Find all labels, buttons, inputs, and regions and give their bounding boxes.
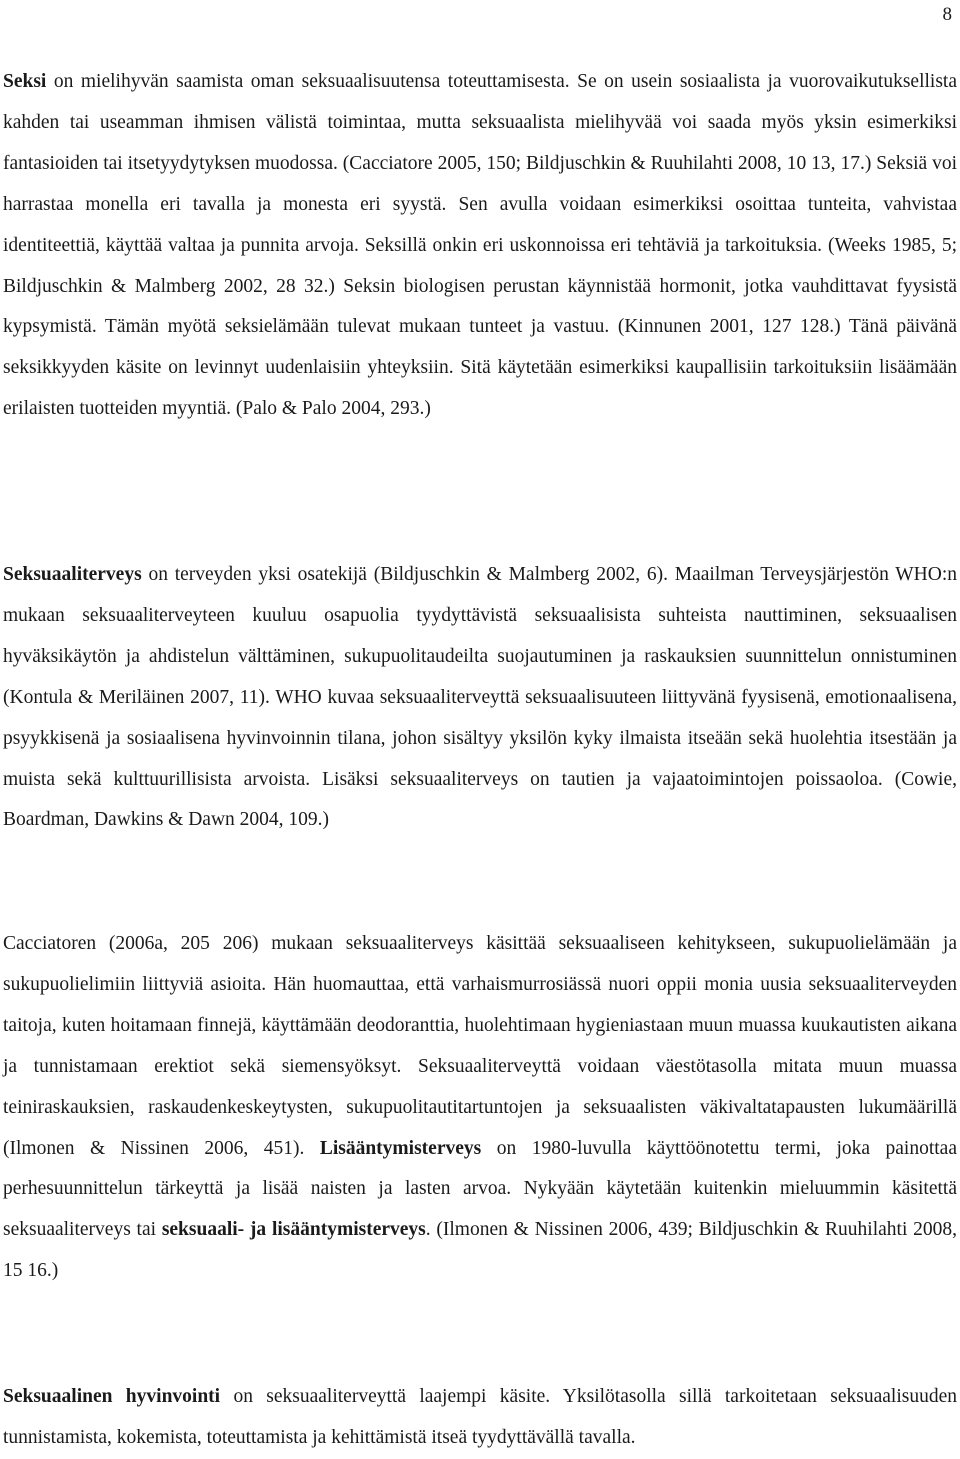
paragraph-seksi [3,62,957,430]
term-seksuaali-ja-lisaantymisterveys: seksuaali- ja lisääntymisterveys [161,1219,426,1241]
term-seksuaalinen-hyvinvointi: Seksuaalinen hyvinvointi [3,1386,221,1407]
paragraph-cacciatore [3,924,957,1292]
paragraph-text: on terveyden yksi osatekijä (Bildjuschkin & Malmberg 2002, 6). Maailman Terveysjärjestön WHO:n mukaan seksuaaliterveyteen kuuluu osapuolia tyydyttävistä seksuaalisista suhteista nauttiminen, seksuaalisen hyväksikäytön ja ahdistelun välttäminen, sukupuolitaudeilta suojautuminen ja raskauksien suunnittelun onnistuminen (Kontula & Meriläinen 2007, 11). WHO kuvaa seksuaaliterveyttä seksuaalisuuteen liittyvänä fyysisenä, emotionaalisena, psyykkisenä ja sosiaalisena hyvinvoinnin tilana, johon sisältyy yksilön kyky ilmaista itseään sekä huolehtia itsestään ja muista sekä kulttuurillisista arvoista. Lisäksi seksuaaliterveys on tautien ja vajaatoimintojen poissaoloa. (Cowie, Boardman, Dawkins & Dawn 2004, 109.) [3,564,957,831]
paragraph-text: . (Ilmonen & Nissinen 2006, 439; Bildjuschkin & Ruuhilahti 2008, 15 16.) [3,1219,957,1282]
paragraph-seksuaalinen-hyvinvointi [3,1377,957,1459]
paragraph-text: Cacciatoren (2006a, 205 206) mukaan seksuaaliterveys käsittää seksuaaliseen kehitykseen, sukupuolielämään ja sukupuolielimiin liittyviä asioita. Hän huomauttaa, että varhaismurrosiässä nuori oppii monia uusia seksuaaliterveyden taitoja, kuten hoitamaan finnejä, käyttämään deodoranttia, huolehtimaan hygieniastaan muun muassa kuukautisten aikana ja tunnistamaan erektiot sekä siemensyöksyt. Seksuaaliterveyttä voidaan väestötasolla mitata muun muassa teiniraskauksien, raskaudenkeskeytysten, sukupuolitautitartuntojen ja seksuaalisten väkivaltatapausten lukumäärillä (Ilmonen & Nissinen 2006, 451). [3,933,957,1159]
term-lisaantymisterveys: Lisääntymisterveys [319,1137,482,1159]
paragraph-text: on mielihyvän saamista oman seksuaalisuutensa toteuttamisesta. Se on usein sosiaalista ja vuorovaikutuksellista kahden tai useamman ihmisen välistä toimintaa, mutta seksuaalista mielihyvää voi saada myös yksin esimerkiksi fantasioiden tai itsetyydytyksen muodossa. (Cacciatore 2005, 150; Bildjuschkin & Ruuhilahti 2008, 10 13, 17.) Seksiä voi harrastaa monella eri tavalla ja monesta eri syystä. Sen avulla voidaan esimerkiksi osoittaa tunteita, vahvistaa identiteettiä, käyttää valtaa ja punnita arvoja. Seksillä onkin eri uskonnoissa eri tehtäviä ja tarkoituksia. (Weeks 1985, 5; Bildjuschkin & Malmberg 2002, 28 32.) Seksin biologisen perustan käynnistää hormonit, jotka vauhdittavat fyysistä kypsymistä. Tämän myötä seksielämään tulevat mukaan tunteet ja vastuu. (Kinnunen 2001, 127 128.) Tänä päivänä seksikkyyden käsite on levinnyt uudenlaisiin yhteyksiin. Sitä käytetään esimerkiksi kaupallisiin tarkoituksiin lisäämään erilaisten tuotteiden myyntiä. (Palo & Palo 2004, 293.) [3,71,957,420]
page-number: 8 [942,4,952,25]
term-seksuaaliterveys: Seksuaaliterveys [3,564,142,585]
paragraph-text: on 1980-luvulla käyttöönotettu termi, joka painottaa perhesuunnittelun tärkeyttä ja lisää naisten ja lasten arvoa. Nykyään käytetään kuitenkin mieluummin käsitettä seksuaaliterveys tai [3,1137,957,1241]
term-seksi: Seksi [3,71,47,92]
paragraph-seksuaaliterveys [3,555,957,841]
paragraph-text: on seksuaaliterveyttä laajempi käsite. Yksilötasolla sillä tarkoitetaan seksuaalisuuden tunnistamista, kokemista, toteuttamista ja kehittämistä itseä tyydyttävällä tavalla. [3,1386,957,1448]
